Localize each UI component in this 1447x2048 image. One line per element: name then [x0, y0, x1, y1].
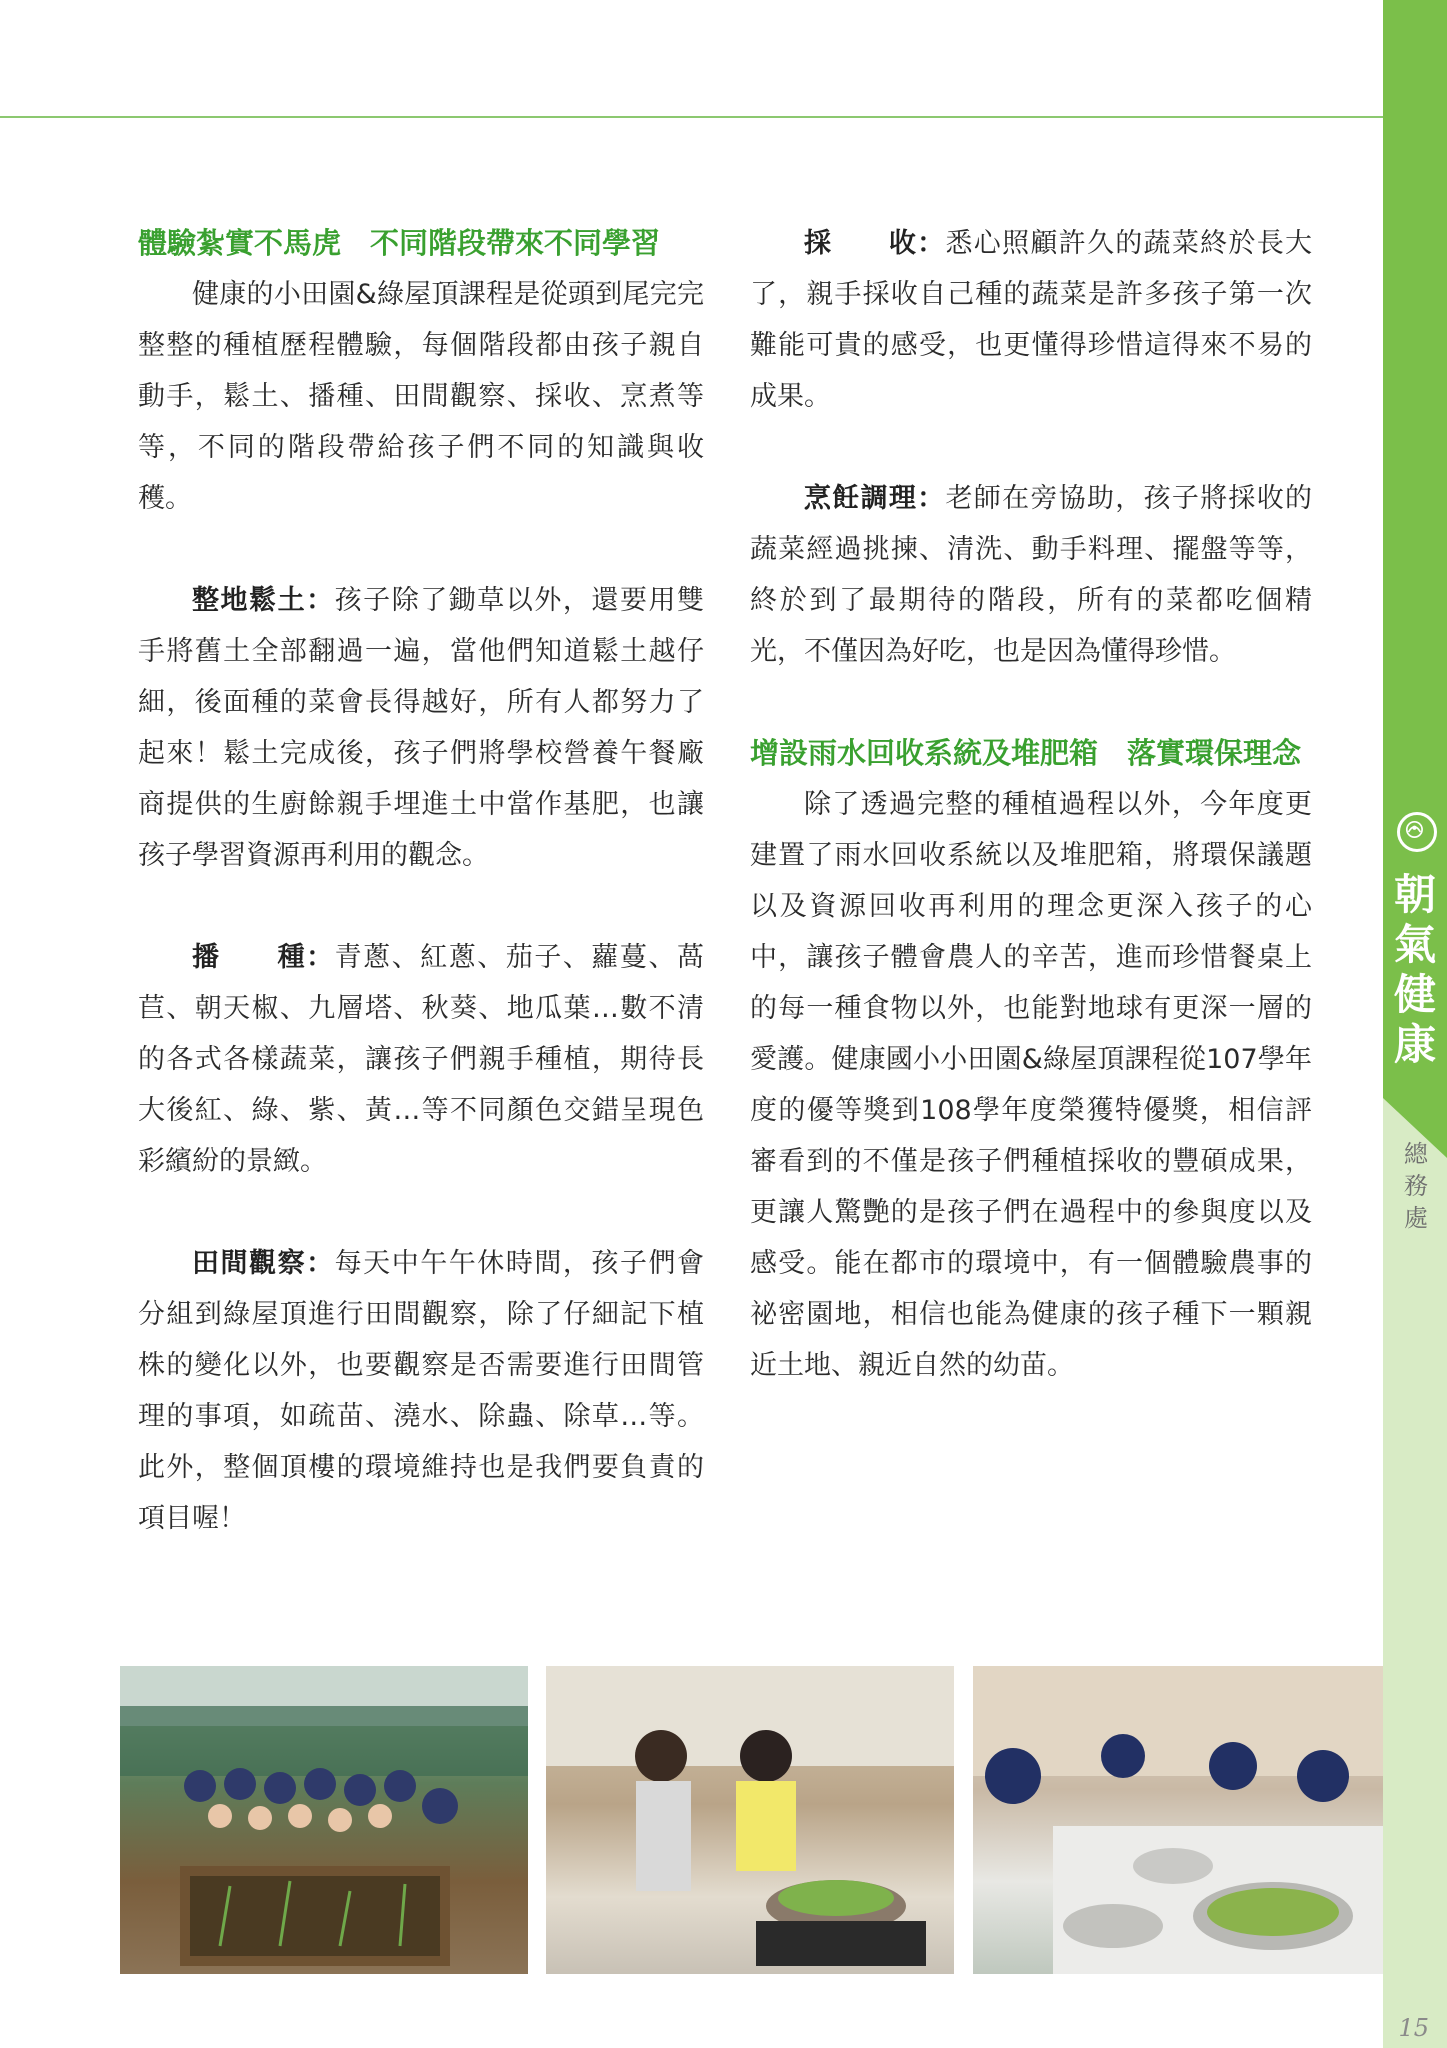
recycling-paragraph: 除了透過完整的種植過程以外，今年度更建置了雨水回收系統以及堆肥箱，將環保議題以及資源回收再利用的理念更深入孩子的心中，讓孩子體會農人的辛苦，進而珍惜餐桌上的每一種食物以外，也能對地球有更深一層的愛護。健康國小小田園&綠屋頂課程從107學年度的優等獎到108學年度榮獲特優獎，相信評審看到的不僅是孩子們種植採收的豐碩成果，更讓人驚艷的是孩子們在過程中的參與度以及感受。能在都市的環境中，有一個體驗農事的祕密園地，相信也能為健康的孩子種下一顆親近土地、親近自然的幼苗。	[750, 789, 1312, 1381]
observe-paragraph	[138, 1238, 704, 1544]
section-title-char: 朝	[1393, 870, 1436, 919]
section-heading: 增設雨水回收系統及堆肥箱 落實環保理念	[750, 736, 1302, 770]
section-heading: 體驗紮實不馬虎 不同階段帶來不同學習	[138, 226, 661, 260]
sow-term: 播 種：	[192, 942, 335, 973]
school-emblem-icon	[1397, 812, 1437, 852]
observe-text: 每天中午午休時間，孩子們會分組到綠屋頂進行田間觀察，除了仔細記下植株的變化以外，也要觀察是否需要進行田間管理的事項，如疏苗、澆水、除蟲、除草…等。此外，整個頂樓的環境維持也是我們要負責的項目喔！	[138, 1248, 705, 1534]
cook-paragraph	[750, 473, 1312, 677]
soil-text: 孩子除了鋤草以外，還要用雙手將舊土全部翻過一遍，當他們知道鬆土越仔細，後面種的菜會長得越好，所有人都努力了起來！鬆土完成後，孩子們將學校營養午餐廠商提供的生廚餘親手埋進土中當作基肥，也讓孩子學習資源再利用的觀念。	[138, 585, 705, 871]
harvest-paragraph	[750, 218, 1312, 422]
soil-term: 整地鬆土：	[192, 585, 335, 616]
section-title-char: 氣	[1393, 920, 1436, 969]
sow-paragraph	[138, 932, 704, 1187]
department-label	[1401, 1138, 1431, 1234]
department-char: 務	[1404, 1172, 1428, 1200]
left-column	[138, 218, 704, 1544]
observe-term: 田間觀察：	[192, 1248, 335, 1279]
department-char: 總	[1404, 1140, 1428, 1168]
section-title	[1387, 870, 1443, 1070]
sow-text: 青蔥、紅蔥、茄子、蘿蔓、萵苣、朝天椒、九層塔、秋葵、地瓜葉…數不清的各式各樣蔬菜，讓孩子們親手種植，期待長大後紅、綠、紫、黃…等不同顏色交錯呈現色彩繽紛的景緻。	[138, 942, 705, 1177]
right-column	[750, 218, 1312, 1391]
page-number: 15	[1398, 2014, 1429, 2042]
department-char: 處	[1404, 1204, 1428, 1232]
section-title-char: 康	[1393, 1020, 1436, 1069]
top-divider	[0, 116, 1383, 118]
soil-paragraph	[138, 575, 704, 881]
photo-rooftop-garden	[120, 1666, 528, 1974]
cook-text: 老師在旁協助，孩子將採收的蔬菜經過挑揀、清洗、動手料理、擺盤等等，終於到了最期待的階段，所有的菜都吃個精光，不僅因為好吃，也是因為懂得珍惜。	[750, 483, 1313, 667]
cook-term: 烹飪調理：	[804, 483, 946, 514]
sidebar-lower-panel	[1383, 1098, 1447, 2048]
section-title-char: 健	[1393, 970, 1436, 1019]
photo-serving-vegetables	[973, 1666, 1383, 1974]
harvest-text: 悉心照顧許久的蔬菜終於長大了，親手採收自己種的蔬菜是許多孩子第一次難能可貴的感受，也更懂得珍惜這得來不易的成果。	[750, 228, 1313, 412]
photo-cooking-class	[546, 1666, 954, 1974]
intro-paragraph: 健康的小田園&綠屋頂課程是從頭到尾完完整整的種植歷程體驗，每個階段都由孩子親自動手，鬆土、播種、田間觀察、採收、烹煮等等，不同的階段帶給孩子們不同的知識與收穫。	[138, 279, 704, 514]
harvest-term: 採 收：	[804, 228, 946, 259]
